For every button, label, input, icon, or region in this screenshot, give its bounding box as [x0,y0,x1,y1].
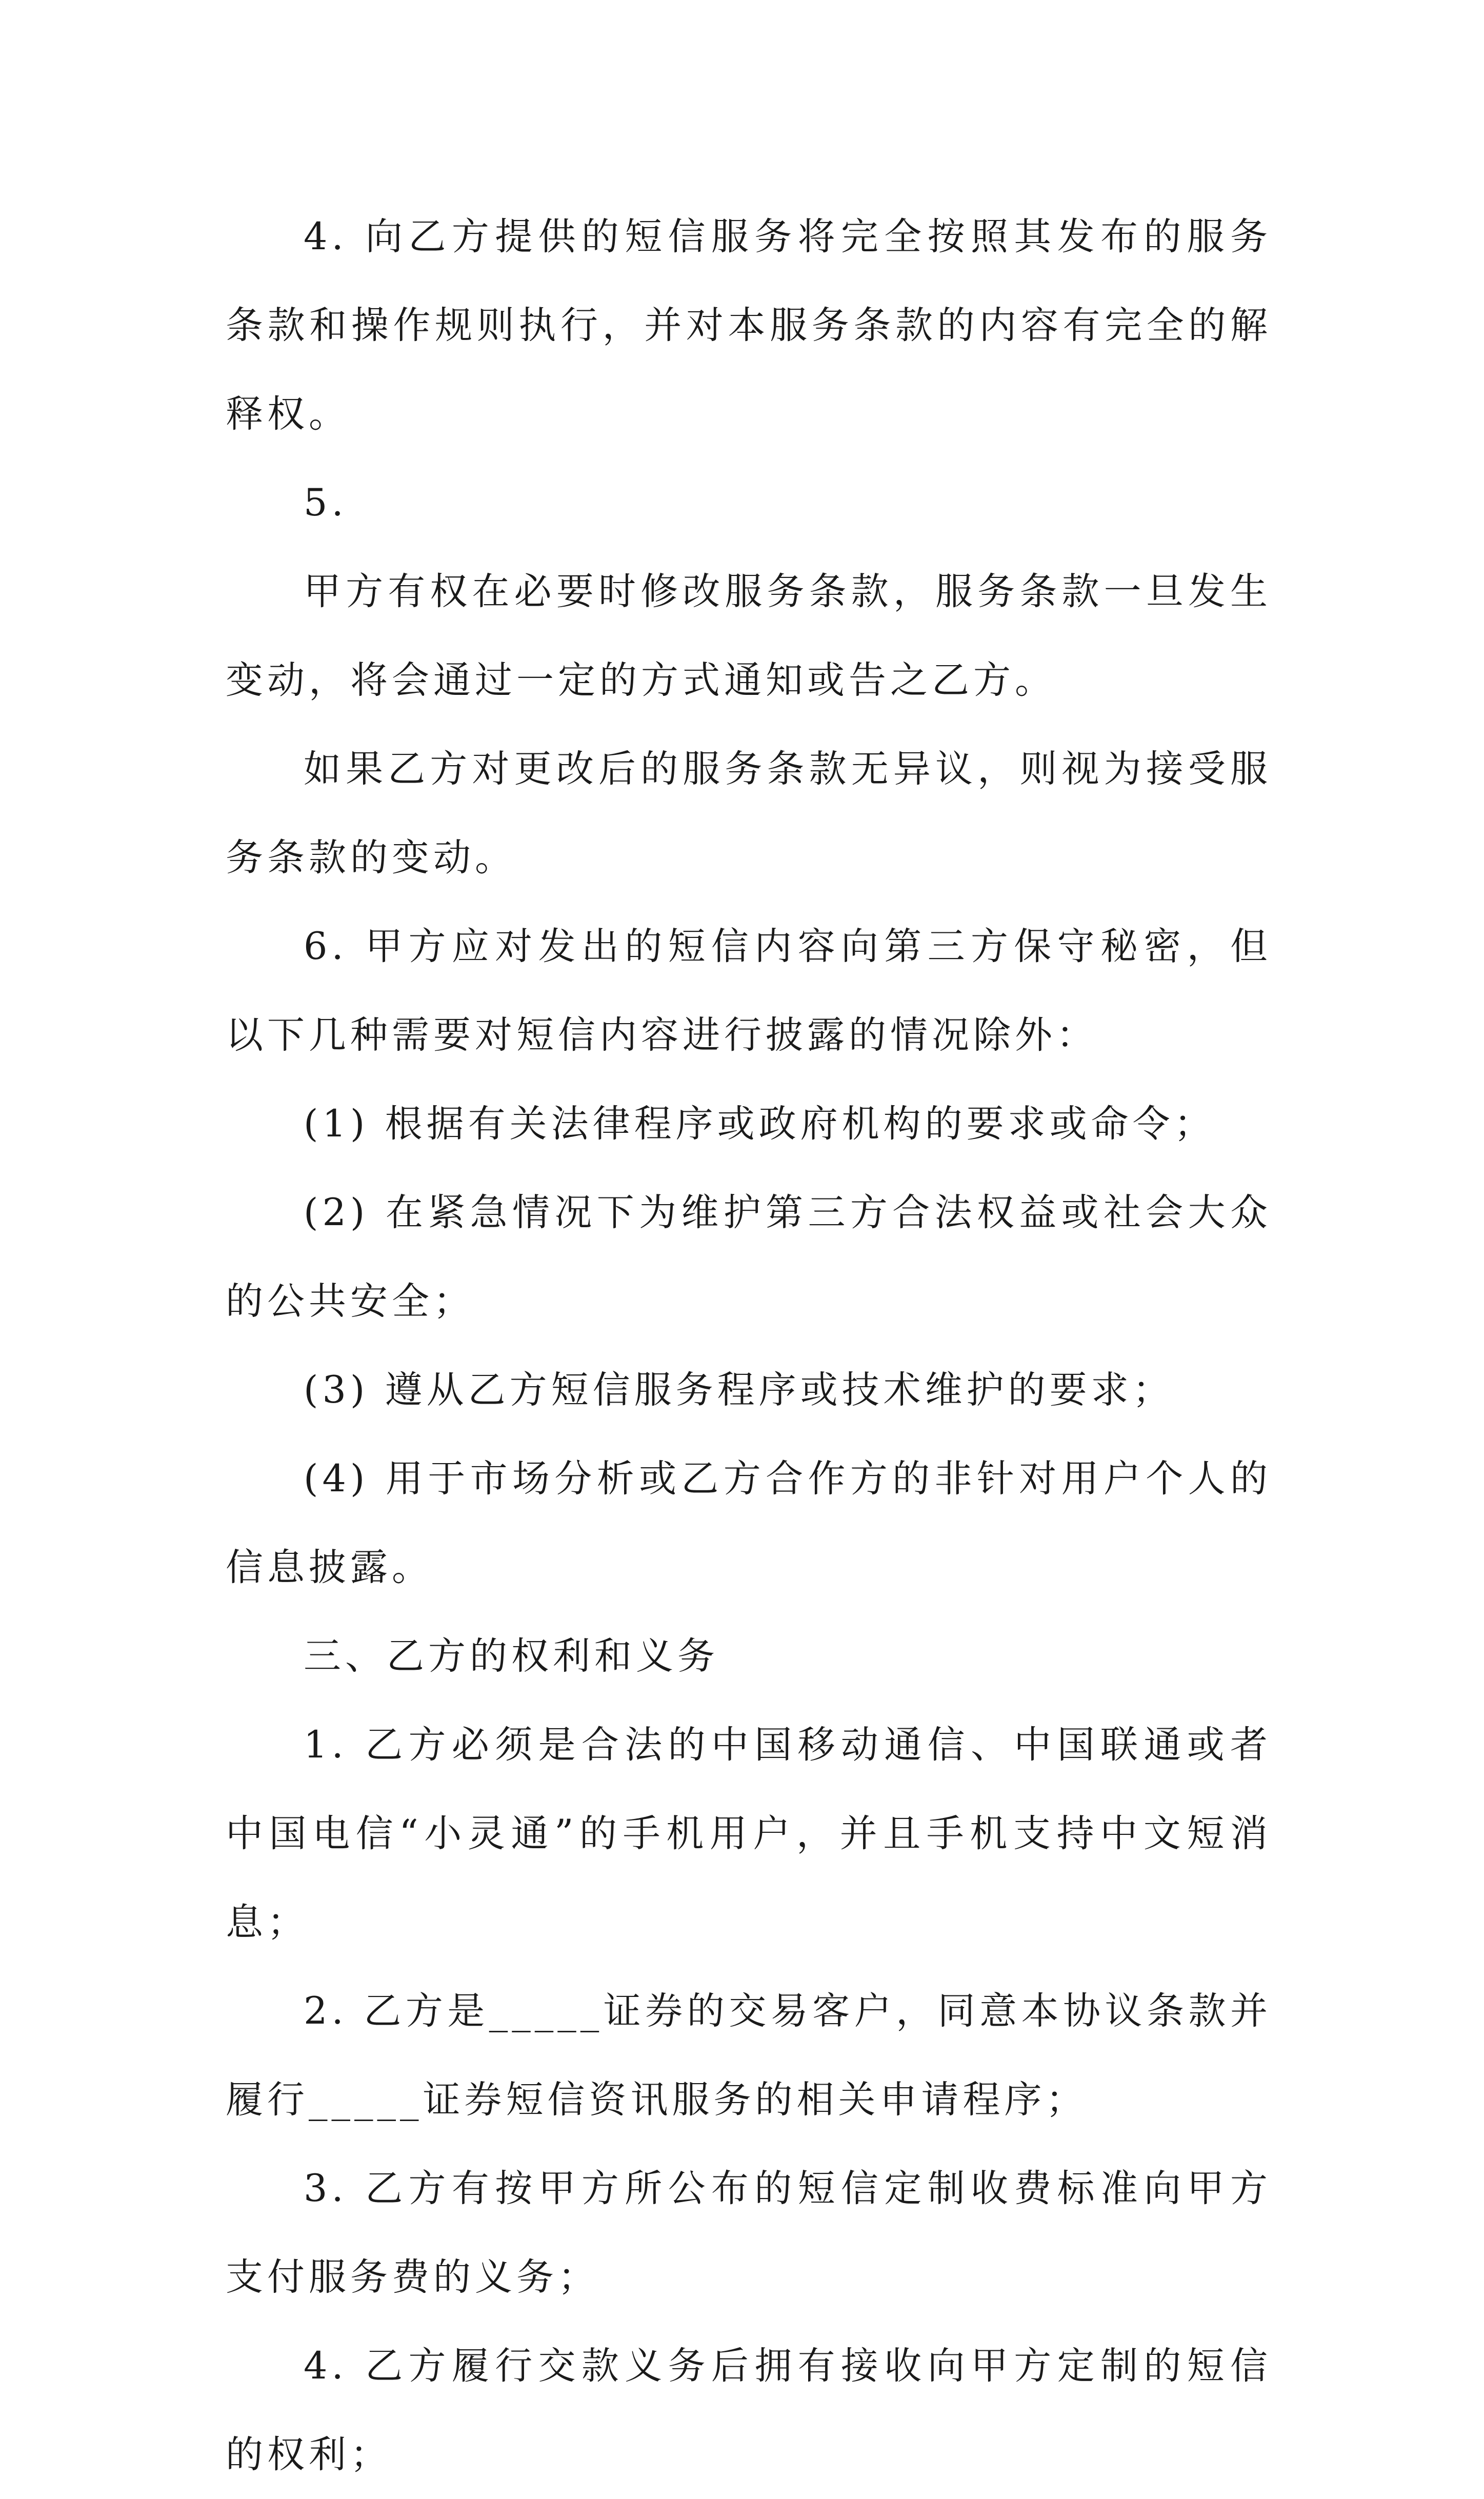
paragraph-party-b-3: 3. 乙方有按甲方所公布的短信定制收费标准向甲方支付服务费的义务； [226,2167,1272,2299]
paragraph-clause-5-number: 5. [304,481,348,525]
paragraph-party-b-4: 4. 乙方履行交款义务后拥有接收向甲方定制的短信的权利； [226,2344,1272,2476]
paragraph-clause-6: 6. 甲方应对发出的短信内容向第三方保守秘密，但以下几种需要对短信内容进行披露的情况除外： [226,925,1272,1057]
paragraph-clause-5-text: 甲方有权在必要时修改服务条款，服务条款一旦发生变动，将会通过一定的方式通知或告之乙方。 [226,570,1272,702]
paragraph-exception-3: (3) 遵从乙方短信服务程序或技术维护的要求； [304,1368,1174,1412]
paragraph-exception-1: (1) 根据有关法律程序或政府机构的要求或命令； [304,1102,1216,1146]
paragraph-clause-5-acceptance: 如果乙方对更改后的服务条款无异议，则视为接受服务条款的变动。 [226,747,1272,879]
paragraph-exception-4: (4) 用于市场分析或乙方合作方的非针对用户个人的信息披露。 [226,1457,1272,1589]
paragraph-exception-2: (2) 在紧急情况下为维护第三方合法权益或社会大众的公共安全； [226,1191,1272,1323]
section-heading: 三、乙方的权利和义务 [304,1634,719,1678]
paragraph-clause-4: 4. 向乙方提供的短信服务将完全按照其发布的服务条款和操作规则执行，并对本服务条款的内容有完全的解释权。 [226,215,1272,436]
paragraph-party-b-1: 1. 乙方必须是合法的中国移动通信、中国联通或者中国电信“小灵通”的手机用户，并且手机支持中文短消息； [226,1723,1272,1944]
document-body [226,192,1272,2499]
paragraph-party-b-2: 2. 乙方是_____证券的交易客户，同意本协议条款并履行_____证券短信资讯服务的相关申请程序； [226,1989,1272,2122]
